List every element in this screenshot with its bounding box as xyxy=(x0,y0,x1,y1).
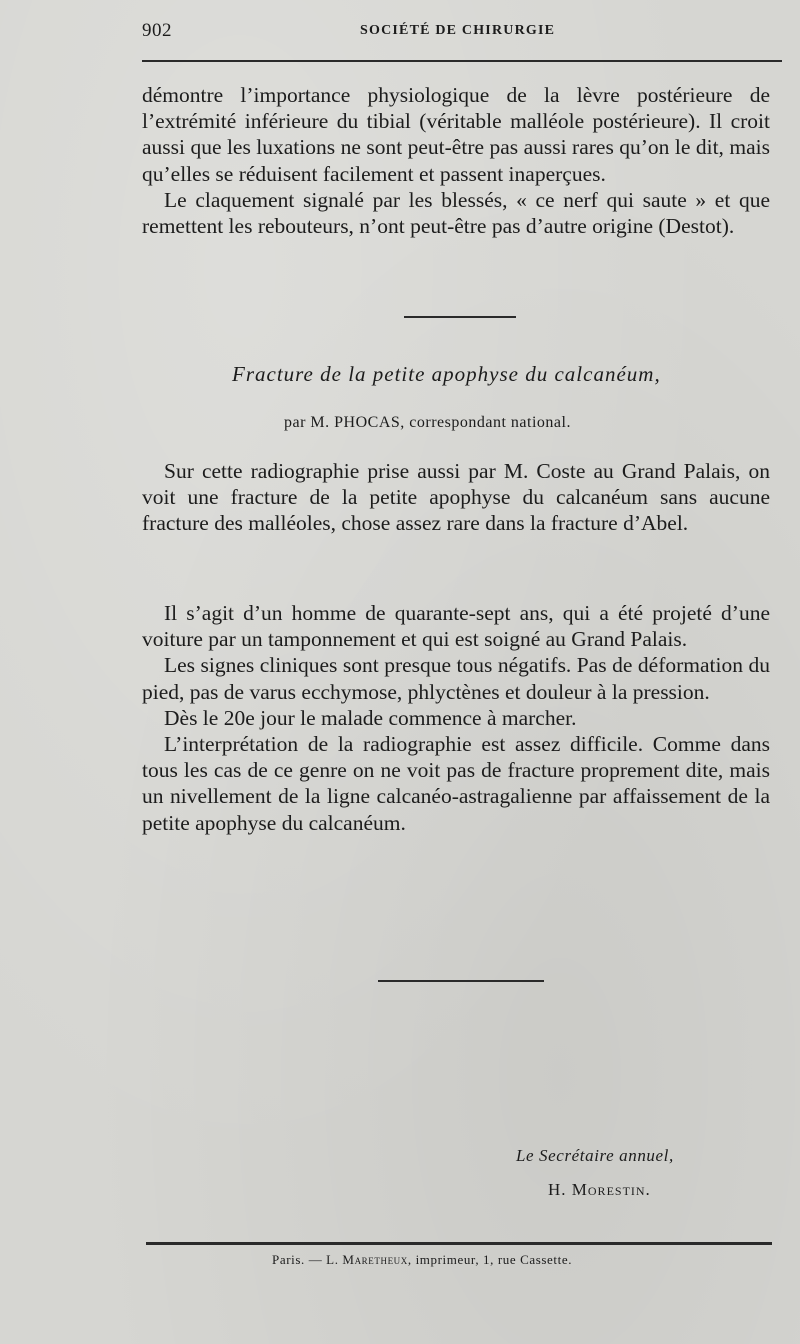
printer-name: L. Maretheux, xyxy=(326,1252,412,1267)
signature-name: H. Morestin. xyxy=(548,1180,651,1199)
article-byline: par M. PHOCAS, correspondant national. xyxy=(284,414,571,431)
printer-imprint xyxy=(272,1252,572,1268)
printer-city: Paris. — xyxy=(272,1252,323,1267)
paragraph: L’interprétation de la radiographie est assez difficile. Comme dans tous les cas de ce genre on ne voit pas de fracture proprement dite, mais un nivellement de la ligne calcanéo-astragalienne par affaissement de la petite apophyse du calcanéum. xyxy=(142,732,770,835)
end-divider xyxy=(378,980,544,982)
running-head: SOCIÉTÉ DE CHIRURGIE xyxy=(360,23,556,38)
paragraph: Dès le 20e jour le malade commence à marcher. xyxy=(164,705,577,730)
continued-text xyxy=(142,82,770,239)
paragraph: Sur cette radiographie prise aussi par M. Coste au Grand Palais, on voit une fracture de la petite apophyse du calcanéum sans aucune fracture des malléoles, chose assez rare dans la fracture d’Abel. xyxy=(142,459,770,536)
paragraph: Les signes cliniques sont presque tous négatifs. Pas de déformation du pied, pas de varus ecchymose, phlyctènes et douleur à la pression. xyxy=(142,653,770,704)
paragraph: Le claquement signalé par les blessés, « ce nerf qui saute » et que remettent les rebouteurs, n’ont peut-être pas d’autre origine (Destot). xyxy=(142,187,770,239)
paragraph: Il s’agit d’un homme de quarante-sept ans, qui a été projeté d’une voiture par un tamponnement et qui est soigné au Grand Palais. xyxy=(142,601,770,652)
article-intro xyxy=(142,458,770,537)
signature-role: Le Secrétaire annuel, xyxy=(516,1146,674,1165)
paragraph: démontre l’importance physiologique de la lèvre postérieure de l’extrémité inférieure du tibial (véritable malléole postérieure). Il croit aussi que les luxations ne sont peut-être pas aussi rares qu’on le dit, mais qu’elles se réduisent facilement et passent inaperçues. xyxy=(142,83,770,186)
page-number: 902 xyxy=(142,20,172,41)
printer-address: imprimeur, 1, rue Cassette. xyxy=(415,1252,573,1267)
section-divider xyxy=(404,316,516,318)
article-title: Fracture de la petite apophyse du calcanéum, xyxy=(232,362,661,386)
footer-rule xyxy=(146,1242,772,1245)
page-header xyxy=(142,14,770,44)
article-body xyxy=(142,600,770,836)
header-rule xyxy=(142,60,782,62)
